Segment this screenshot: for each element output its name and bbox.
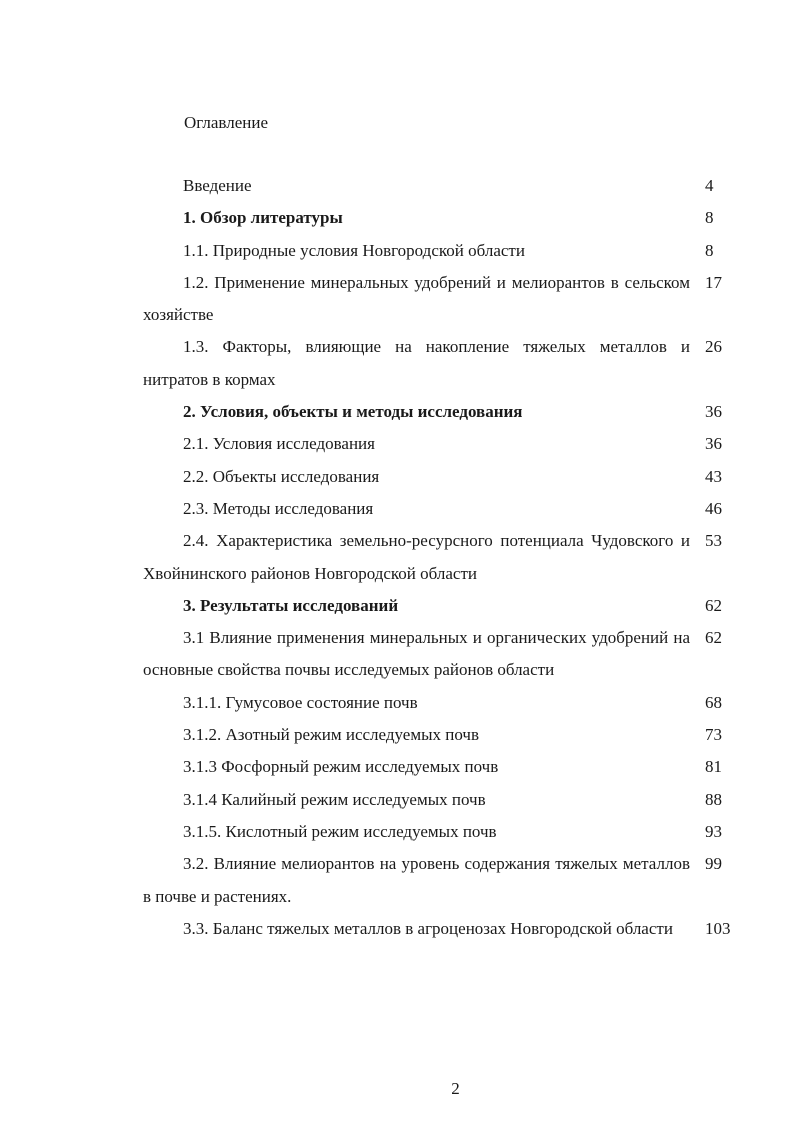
toc-entry-page: 36 [705, 402, 722, 422]
toc-entry-page: 26 [705, 337, 722, 357]
toc-entry-title: 3.1.2. Азотный режим исследуемых почв [183, 725, 479, 745]
toc-entry-title: 3.1 Влияние применения минеральных и органических удобрений на основные свойства почвы исследуемых районов области [143, 628, 690, 680]
toc-entry [143, 170, 727, 202]
toc-entry-title: 3.1.4 Калийный режим исследуемых почв [183, 789, 486, 809]
toc-heading: Оглавление [184, 113, 268, 132]
toc-entry-page: 93 [705, 821, 722, 841]
toc-entry-page: 17 [705, 272, 722, 292]
toc-entry-page: 36 [705, 434, 722, 454]
toc-entry [143, 461, 727, 493]
toc-entry-title: 2.4. Характеристика земельно-ресурсного потенциала Чудовского и Хвойнинского районов Новгородской области [143, 531, 690, 583]
table-of-contents [143, 170, 731, 945]
toc-entry-title: 3.1.5. Кислотный режим исследуемых почв [183, 821, 497, 841]
toc-entry-title: 1. Обзор литературы [183, 208, 343, 228]
toc-entry-title: 2. Условия, объекты и методы исследования [183, 402, 523, 422]
toc-entry-title: Введение [183, 176, 252, 195]
toc-entry [143, 816, 727, 848]
toc-entry-page: 8 [705, 208, 714, 228]
toc-entry-page: 46 [705, 498, 722, 518]
toc-entry-page: 8 [705, 240, 714, 260]
toc-entry [143, 202, 727, 234]
toc-entry-title: 2.3. Методы исследования [183, 498, 374, 518]
toc-entry [143, 396, 727, 428]
toc-entry-page: 99 [705, 854, 722, 874]
toc-entry [143, 493, 727, 525]
toc-entry-title: 1.3. Факторы, влияющие на накопление тяжелых металлов и нитратов в кормах [143, 337, 690, 389]
toc-entry-title: 2.2. Объекты исследования [183, 466, 380, 486]
toc-entry-title: 2.1. Условия исследования [183, 434, 375, 454]
toc-entry [143, 751, 727, 783]
toc-entry [143, 267, 727, 332]
toc-entry-title: 1.1. Природные условия Новгородской области [183, 240, 525, 260]
toc-entry-title: 3.1.1. Гумусовое состояние почв [183, 692, 418, 712]
toc-entry-page: 62 [705, 628, 722, 648]
toc-entry [143, 784, 727, 816]
toc-entry [143, 235, 727, 267]
toc-entry-title: 1.2. Применение минеральных удобрений и мелиорантов в сельском хозяйстве [143, 272, 690, 325]
toc-entry-page: 103 [705, 918, 731, 938]
toc-entry-page: 62 [705, 595, 722, 615]
toc-entry [143, 719, 727, 751]
page-number: 2 [451, 1079, 460, 1098]
toc-entry-page: 88 [705, 789, 722, 809]
toc-entry [143, 331, 727, 396]
toc-entry [143, 687, 727, 719]
toc-entry-title: 3.2. Влияние мелиорантов на уровень содержания тяжелых металлов в почве и растениях. [143, 854, 690, 906]
toc-entry [143, 913, 731, 945]
toc-entry [143, 590, 727, 622]
toc-entry-title: 3. Результаты исследований [183, 595, 399, 615]
toc-entry [143, 622, 727, 687]
toc-entry-page: 73 [705, 725, 722, 745]
toc-entry [143, 848, 727, 913]
toc-entry-page: 53 [705, 531, 722, 551]
toc-entry-page: 43 [705, 466, 722, 486]
toc-entry [143, 428, 727, 460]
toc-entry [143, 525, 727, 590]
toc-entry-title: 3.1.3 Фосфорный режим исследуемых почв [183, 757, 499, 777]
toc-entry-title: 3.3. Баланс тяжелых металлов в агроценозах Новгородской области [183, 918, 673, 938]
toc-entry-page: 81 [705, 757, 722, 777]
toc-entry-page: 68 [705, 692, 722, 712]
toc-entry-page: 4 [705, 176, 714, 195]
